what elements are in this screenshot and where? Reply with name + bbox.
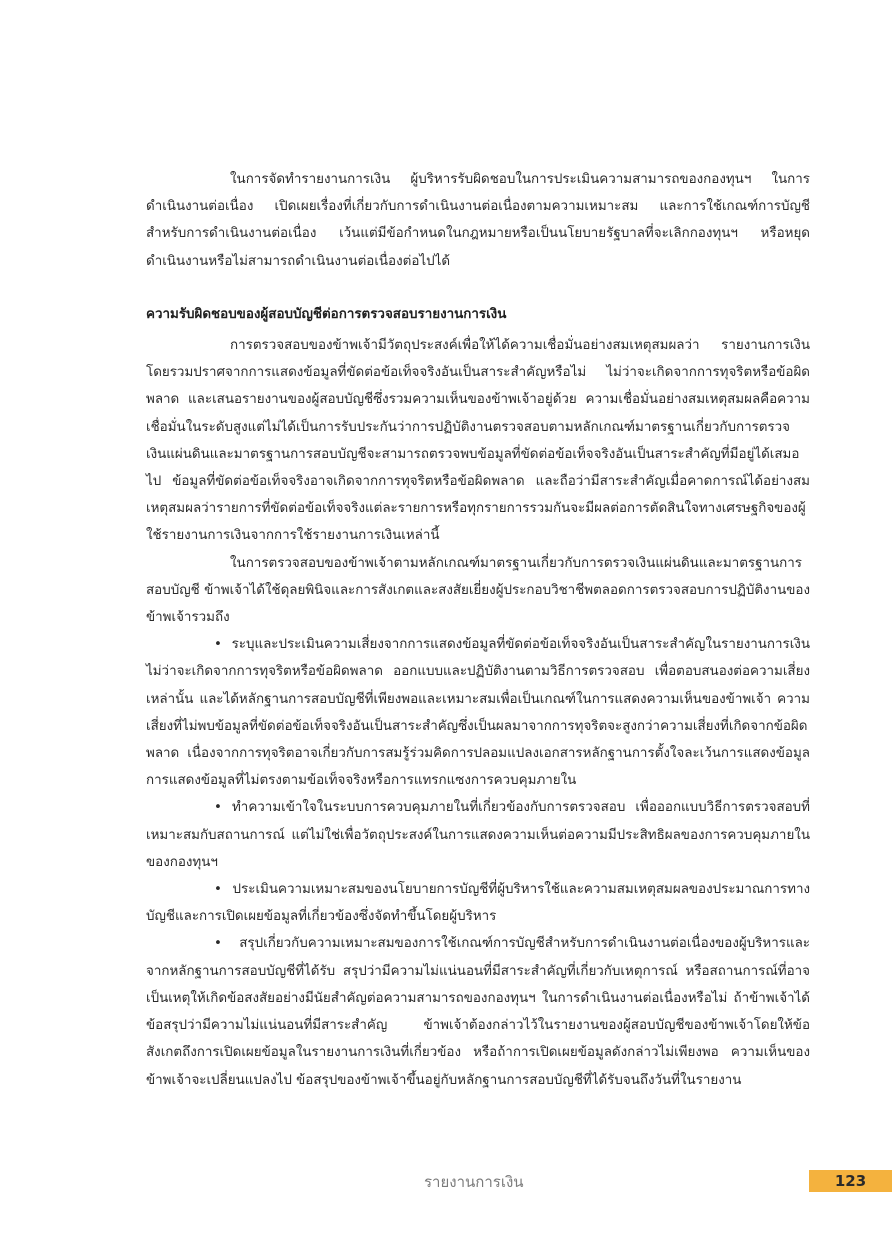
section-heading: ความรับผิดชอบของผู้สอบบัญชีต่อการตรวจสอบรายงานการเงิน <box>146 306 507 322</box>
bullet-internal-control: • ทำความเข้าใจในระบบการควบคุมภายในที่เกี่ยวข้องกับการตรวจสอบ เพื่อออกแบบวิธีการตรวจสอบที่เหมาะสมกับสถานการณ์ แต่ไม่ใช่เพื่อวัตถุประสงค์ในการแสดงความเห็นต่อความมีประสิทธิผลของการควบคุมภายในของกองทุนฯ <box>146 800 810 870</box>
bullet-going-concern-conclusion: • สรุปเกี่ยวกับความเหมาะสมของการใช้เกณฑ์การบัญชีสำหรับการดำเนินงานต่อเนื่องของผู้บริหารและจากหลักฐานการสอบบัญชีที่ได้รับ สรุปว่ามีความไม่แน่นอนที่มีสาระสำคัญที่เกี่ยวกับเหตุการณ์ หรือสถานการณ์ที่อาจเป็นเหตุให้เกิดข้อสงสัยอย่างมีนัยสำคัญต่อความสามารถของกองทุนฯ ในการดำเนินงานต่อเนื่องหรือไม่ ถ้าข้าพเจ้าได้ข้อสรุปว่ามีความไม่แน่นอนที่มีสาระสำคัญ ข้าพเจ้าต้องกล่าวไว้ในรายงานของผู้สอบบัญชีของข้าพเจ้าโดยให้ข้อสังเกตถึงการเปิดเผยข้อมูลในรายงานการเงินที่เกี่ยวข้อง หรือถ้าการเปิดเผยข้อมูลดังกล่าวไม่เพียงพอ ความเห็นของข้าพเจ้าจะเปลี่ยนแปลงไป ข้อสรุปของข้าพเจ้าขึ้นอยู่กับหลักฐานการสอบบัญชีที่ได้รับจนถึงวันที่ในรายงาน <box>146 936 810 1088</box>
document-body <box>146 166 810 1094</box>
page-number: 123 <box>809 1170 892 1192</box>
paragraph-auditor-objective: การตรวจสอบของข้าพเจ้ามีวัตถุประสงค์เพื่อให้ได้ความเชื่อมั่นอย่างสมเหตุสมผลว่า รายงานการเงินโดยรวมปราศจากการแสดงข้อมูลที่ขัดต่อข้อเท็จจริงอันเป็นสาระสำคัญหรือไม่ ไม่ว่าจะเกิดจากการทุจริตหรือข้อผิดพลาด และเสนอรายงานของผู้สอบบัญชีซึ่งรวมความเห็นของข้าพเจ้าอยู่ด้วย ความเชื่อมั่นอย่างสมเหตุสมผลคือความเชื่อมั่นในระดับสูงแต่ไม่ได้เป็นการรับประกันว่าการปฏิบัติงานตรวจสอบตามหลักเกณฑ์มาตรฐานเกี่ยวกับการตรวจเงินแผ่นดินและมาตรฐานการสอบบัญชีจะสามารถตรวจพบข้อมูลที่ขัดต่อข้อเท็จจริงอันเป็นสาระสำคัญที่มีอยู่ได้เสมอไป ข้อมูลที่ขัดต่อข้อเท็จจริงอาจเกิดจากการทุจริตหรือข้อผิดพลาด และถือว่ามีสาระสำคัญเมื่อคาดการณ์ได้อย่างสมเหตุสมผลว่ารายการที่ขัดต่อข้อเท็จจริงแต่ละรายการหรือทุกรายการรวมกันจะมีผลต่อการตัดสินใจทางเศรษฐกิจของผู้ใช้รายงานการเงินจากการใช้รายงานการเงินเหล่านี้ <box>146 338 810 544</box>
footer-section-title: รายงานการเงิน <box>424 1173 524 1191</box>
paragraph-going-concern: ในการจัดทำรายงานการเงิน ผู้บริหารรับผิดชอบในการประเมินความสามารถของกองทุนฯ ในการดำเนินงานต่อเนื่อง เปิดเผยเรื่องที่เกี่ยวกับการดำเนินงานต่อเนื่องตามความเหมาะสม และการใช้เกณฑ์การบัญชีสำหรับการดำเนินงานต่อเนื่อง เว้นแต่มีข้อกำหนดในกฎหมายหรือเป็นนโยบายรัฐบาลที่จะเลิกกองทุนฯ หรือหยุดดำเนินงานหรือไม่สามารถดำเนินงานต่อเนื่องต่อไปได้ <box>146 172 810 269</box>
bullet-accounting-policies: • ประเมินความเหมาะสมของนโยบายการบัญชีที่ผู้บริหารใช้และความสมเหตุสมผลของประมาณการทางบัญชีและการเปิดเผยข้อมูลที่เกี่ยวข้องซึ่งจัดทำขึ้นโดยผู้บริหาร <box>146 882 810 925</box>
paragraph-audit-judgment: ในการตรวจสอบของข้าพเจ้าตามหลักเกณฑ์มาตรฐานเกี่ยวกับการตรวจเงินแผ่นดินและมาตรฐานการสอบบัญชี ข้าพเจ้าได้ใช้ดุลยพินิจและการสังเกตและสงสัยเยี่ยงผู้ประกอบวิชาชีพตลอดการตรวจสอบการปฏิบัติงานของข้าพเจ้ารวมถึง <box>146 555 810 626</box>
bullet-risk-assessment: • ระบุและประเมินความเสี่ยงจากการแสดงข้อมูลที่ขัดต่อข้อเท็จจริงอันเป็นสาระสำคัญในรายงานการเงินไม่ว่าจะเกิดจากการทุจริตหรือข้อผิดพลาด ออกแบบและปฏิบัติงานตามวิธีการตรวจสอบ เพื่อตอบสนองต่อความเสี่ยงเหล่านั้น และได้หลักฐานการสอบบัญชีที่เพียงพอและเหมาะสมเพื่อเป็นเกณฑ์ในการแสดงความเห็นของข้าพเจ้า ความเสี่ยงที่ไม่พบข้อมูลที่ขัดต่อข้อเท็จจริงอันเป็นสาระสำคัญซึ่งเป็นผลมาจากการทุจริตจะสูงกว่าความเสี่ยงที่เกิดจากข้อผิดพลาด เนื่องจากการทุจริตอาจเกี่ยวกับการสมรู้ร่วมคิดการปลอมแปลงเอกสารหลักฐานการตั้งใจละเว้นการแสดงข้อมูล การแสดงข้อมูลที่ไม่ตรงตามข้อเท็จจริงหรือการแทรกแซงการควบคุมภายใน <box>146 637 810 789</box>
